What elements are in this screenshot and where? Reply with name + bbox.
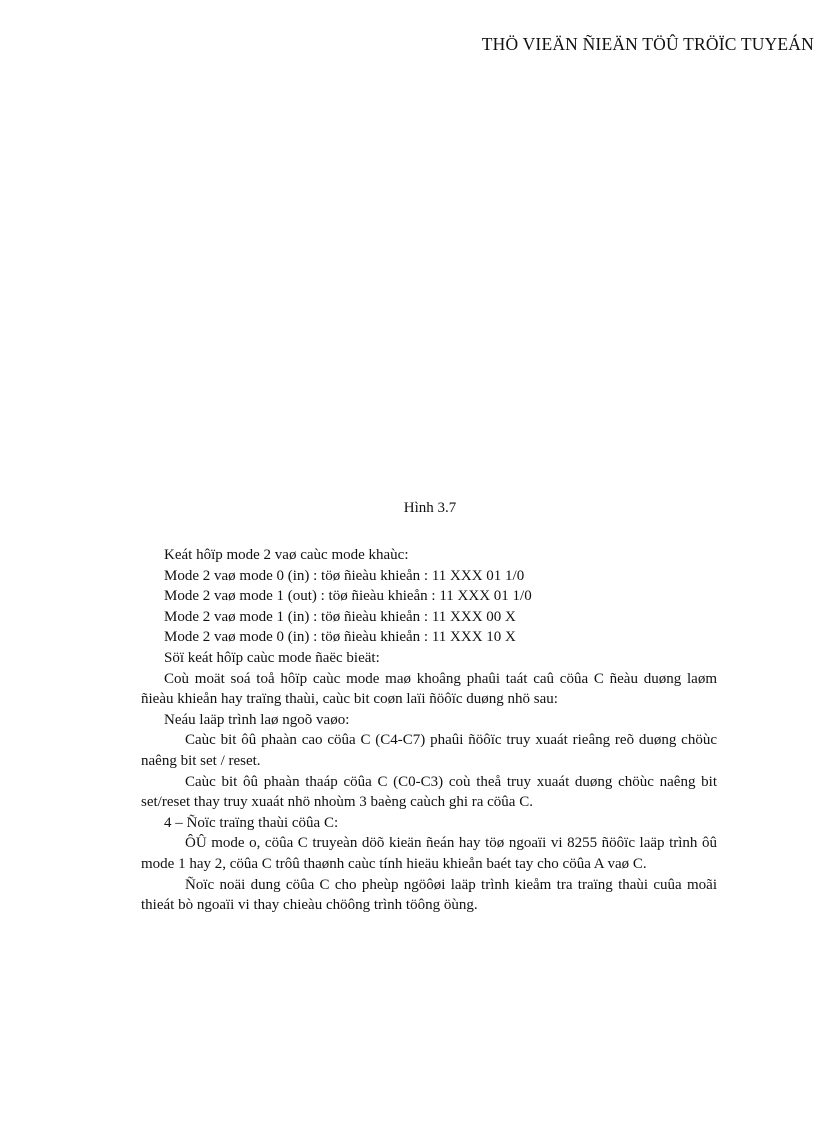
paragraph: ÔÛ mode o, cöûa C truyeàn döõ kieän ñeán hay töø ngoaïi vi 8255 ñöôïc laäp trình ôû mode 1 hay 2, cöûa C trôû thaønh caùc tính hieäu khieån baét tay cho cöûa A vaø C.	[141, 835, 717, 872]
paragraph: Neáu laäp trình laø ngoõ vaøo:	[164, 711, 350, 728]
paragraph: Keát hôïp mode 2 vaø caùc mode khaùc:	[164, 547, 409, 563]
paragraph: Coù moät soá toå hôïp caùc mode maø khoâng phaûi taát caû cöûa C ñeàu duøng laøm ñieàu khieån hay traïng thaùi, caùc bit coøn laïi ñöôïc duøng nhö sau:	[141, 670, 717, 708]
figure-caption: Hình 3.7	[403, 500, 457, 516]
paragraph: Söï keát hôïp caùc mode ñaëc bieät:	[164, 649, 380, 666]
body-text	[141, 545, 717, 916]
paragraph: 4 – Ñoïc traïng thaùi cöûa C:	[164, 814, 339, 831]
paragraph: Ñoïc noäi dung cöûa C cho pheùp ngöôøi laäp trình kieåm tra traïng thaùi cuûa moãi thieát bò ngoaïi vi thay chieàu chöông trình töông öùng.	[141, 876, 717, 914]
paragraph: Caùc bit ôû phaàn thaáp cöûa C (C0-C3) coù theå truy xuaát duøng chöùc naêng bit set/reset thay truy xuaát nhö nhoùm 3 baèng caùch ghi ra cöûa C.	[141, 773, 717, 811]
page-header: THÖ VIEÄN ÑIEÄN TÖÛ TRÖÏC TUYEÁN	[481, 34, 814, 54]
paragraph: Mode 2 vaø mode 0 (in) : töø ñieàu khieån : 11 XXX 10 X	[164, 629, 516, 646]
paragraph: Mode 2 vaø mode 1 (out) : töø ñieàu khieån : 11 XXX 01 1/0	[164, 588, 532, 605]
paragraph: Mode 2 vaø mode 1 (in) : töø ñieàu khieån : 11 XXX 00 X	[164, 608, 516, 625]
paragraph: Caùc bit ôû phaàn cao cöûa C (C4-C7) phaûi ñöôïc truy xuaát rieâng reõ duøng chöùc naêng bit set / reset.	[141, 732, 717, 769]
paragraph: Mode 2 vaø mode 0 (in) : töø ñieàu khieån : 11 XXX 01 1/0	[164, 567, 525, 584]
